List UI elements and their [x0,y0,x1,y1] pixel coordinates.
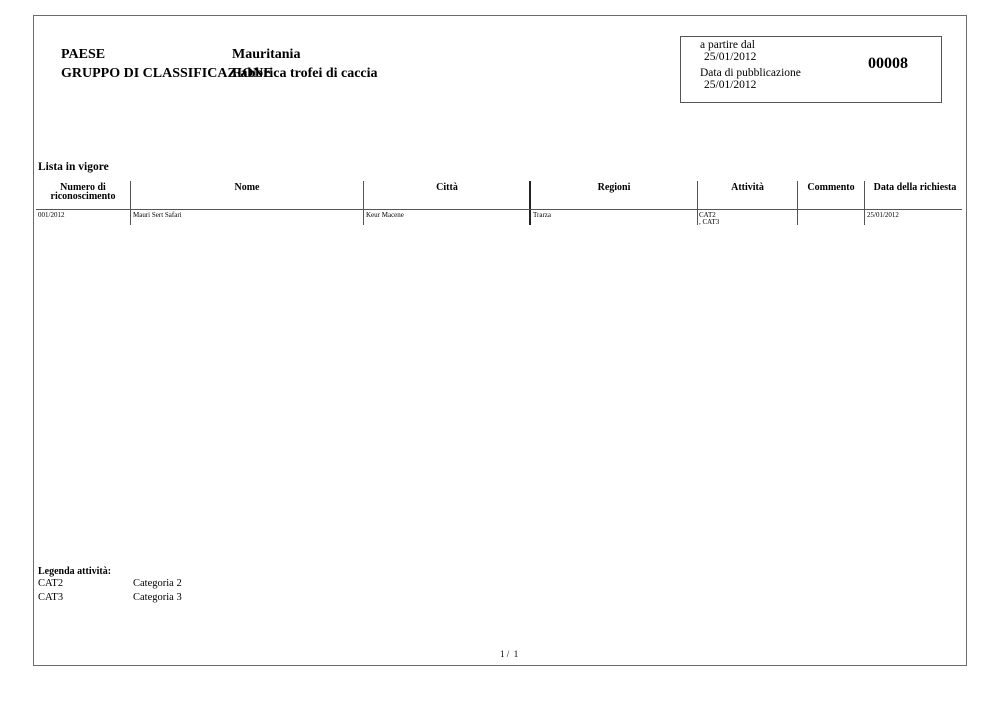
from-date: 25/01/2012 [704,51,757,63]
publication-box [680,36,942,103]
column-divider [797,181,798,225]
column-header-commento: Commento [807,182,855,193]
column-header-numero: Numero di riconoscimento [50,182,116,202]
cell-citta: Keur Macene [366,211,404,219]
cell-attivita: CAT2 , CAT3 [699,211,720,226]
publication-date: 25/01/2012 [704,79,757,91]
page-number: 1 / 1 [500,649,519,659]
country-value: Mauritania [232,47,301,62]
column-divider [864,181,865,225]
column-divider [363,181,364,225]
column-divider [529,181,531,225]
cell-nome: Mauri Sert Safari [133,211,182,219]
cell-numero: 001/2012 [38,211,65,219]
cell-regioni: Trarza [533,211,552,219]
group-label: GRUPPO DI CLASSIFICAZIONE [61,66,273,81]
header-separator [36,209,962,210]
column-header-attivita: Attività [731,182,764,193]
list-title: Lista in vigore [38,161,109,173]
document-page [33,15,967,666]
cell-data: 25/01/2012 [867,211,899,219]
publication-label: Data di pubblicazione [700,67,801,79]
legend-code: CAT2 [38,578,64,589]
column-header-nome: Nome [234,182,260,193]
group-value: Fabbrica trofei di caccia [232,66,378,81]
column-header-citta: Città [436,182,458,193]
column-divider [130,181,131,225]
column-header-data: Data della richiesta [873,182,957,193]
country-label: PAESE [61,47,106,62]
legend-description: Categoria 3 [133,592,182,603]
legend-title: Legenda attività: [38,566,112,577]
column-header-regioni: Regioni [597,182,631,193]
column-divider [697,181,698,225]
legend-code: CAT3 [38,592,64,603]
from-label: a partire dal [700,39,755,51]
document-number: 00008 [868,55,908,72]
legend-description: Categoria 2 [133,578,182,589]
